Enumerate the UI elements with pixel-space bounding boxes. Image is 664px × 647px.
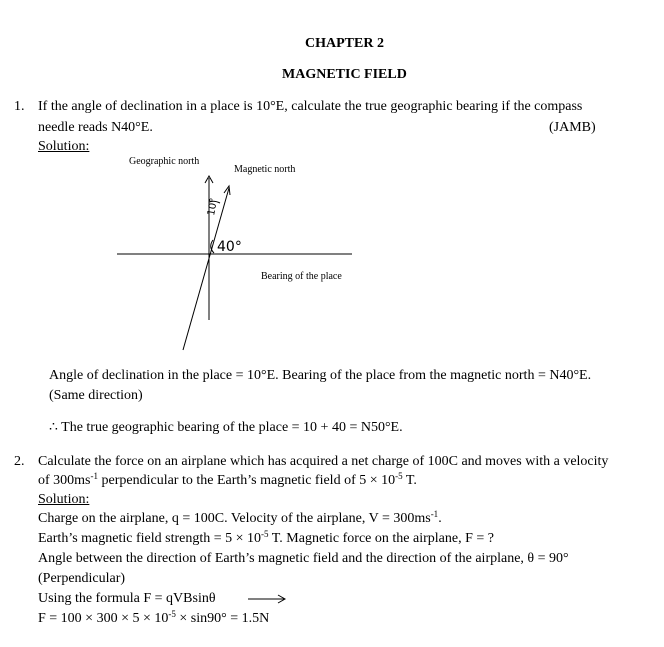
s6-sup: -5: [168, 609, 176, 619]
solution-2-line-6: [38, 611, 269, 627]
s2-sup: -5: [261, 529, 269, 539]
chapter-heading: CHAPTER 2: [305, 36, 384, 51]
angle-10-label: 10°: [206, 197, 221, 217]
question-2-line-1: Calculate the force on an airplane which has acquired a net charge of 100C and moves with a velocity: [38, 454, 609, 469]
q2-line2-sup: -1: [90, 471, 98, 481]
s2-b: T. Magnetic force on the airplane, F = ?: [268, 531, 494, 546]
answer-1-line-1: Angle of declination in the place = 10°E. Bearing of the place from the magnetic north = N40°E.: [49, 368, 592, 383]
topic-heading: MAGNETIC FIELD: [282, 67, 407, 82]
s6-a: F = 100 × 300 × 5 × 10: [38, 611, 169, 626]
q2-line2-a: of 300ms: [38, 473, 91, 488]
s2-a: Earth’s magnetic field strength = 5 × 10: [38, 531, 262, 546]
label-bearing-of-place: Bearing of the place: [261, 271, 342, 282]
solution-2-line-1: [38, 511, 442, 527]
s1-sup: -1: [430, 509, 439, 519]
label-geographic-north: Geographic north: [129, 156, 200, 167]
question-1-number: 1.: [14, 99, 25, 114]
solution-2-line-2: [38, 531, 494, 547]
question-2-number: 2.: [14, 454, 25, 469]
solution-2-line-4: (Perpendicular): [38, 571, 126, 586]
right-arrow-icon: [246, 593, 290, 605]
question-2-solution-label: Solution:: [38, 492, 90, 507]
label-magnetic-north: Magnetic north: [234, 164, 296, 175]
question-2-line-2: [38, 473, 417, 489]
q2-line2-c: T.: [402, 473, 417, 488]
angle-40-label: 40°: [217, 239, 242, 255]
q2-line2-b: perpendicular to the Earth’s magnetic field of 5 × 10: [98, 473, 396, 488]
answer-1-line-2: (Same direction): [49, 388, 143, 403]
solution-2-line-3: Angle between the direction of Earth’s magnetic field and the direction of the airplane, θ = 90°: [38, 551, 569, 566]
question-1-line-2: needle reads N40°E.: [38, 120, 153, 135]
solution-2-line-5: Using the formula F = qVBsinθ: [38, 591, 216, 606]
question-1-solution-label: Solution:: [38, 139, 90, 154]
question-1-source: (JAMB): [549, 120, 596, 135]
s1-b: .: [438, 511, 442, 526]
q2-line2-sup2: -5: [395, 471, 403, 481]
question-1-line-1: If the angle of declination in a place is 10°E, calculate the true geographic bearing if the compass: [38, 99, 583, 114]
s1-a: Charge on the airplane, q = 100C. Velocity of the airplane, V = 300ms: [38, 511, 431, 526]
s6-b: × sin90° = 1.5N: [175, 611, 270, 626]
answer-1-conclusion: ∴ The true geographic bearing of the place = 10 + 40 = N50°E.: [49, 420, 403, 435]
